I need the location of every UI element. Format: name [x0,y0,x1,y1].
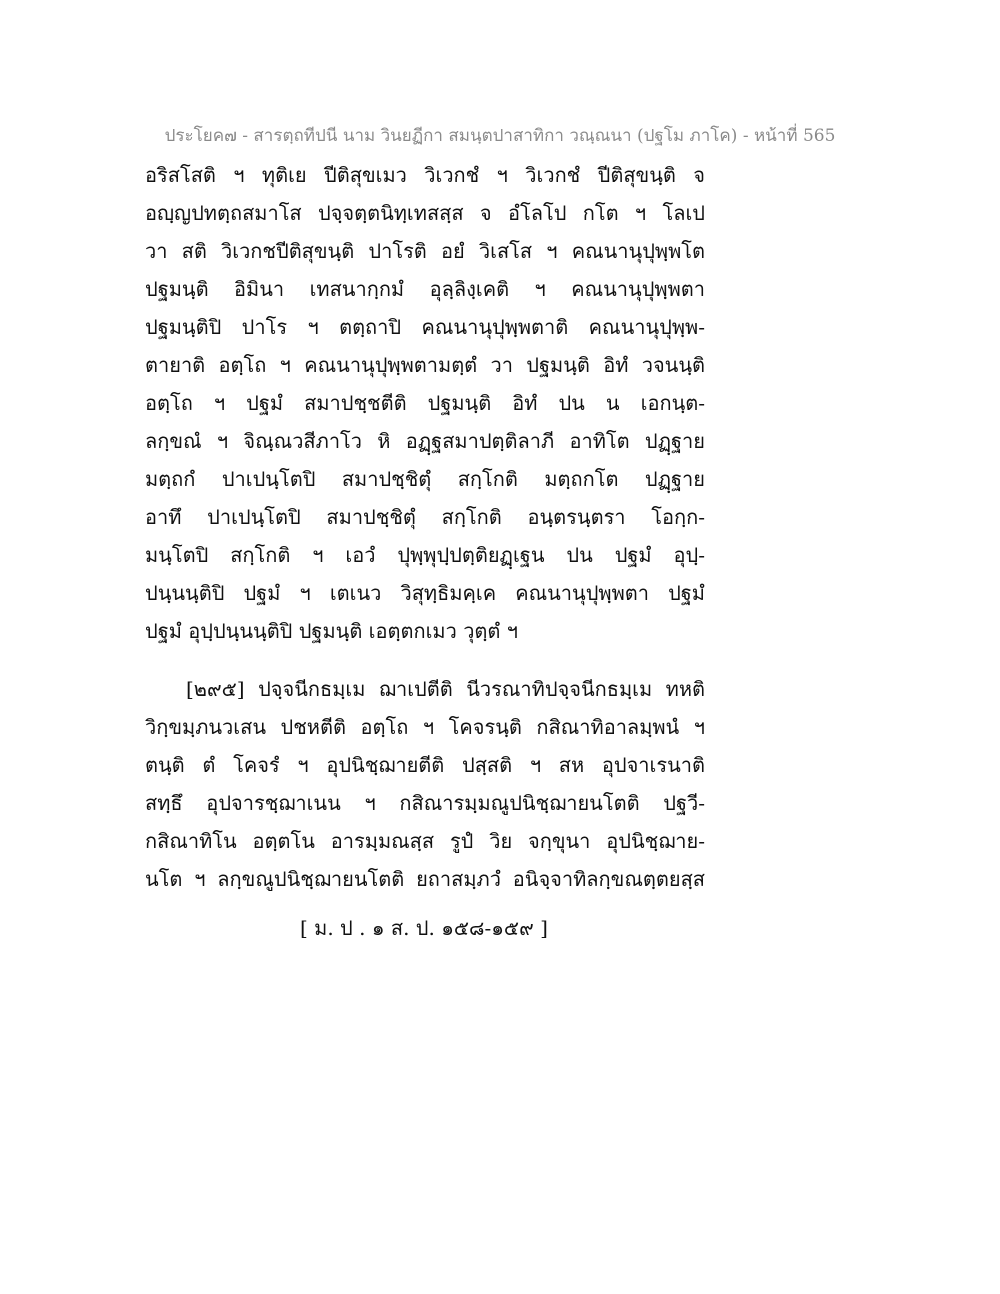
text-line: นโต ฯ ลกฺขณูปนิชฺฌายนโตติ ยถาสมฺภวํ อนิจฺจาทิลกฺขณตฺตยสฺส [145,867,705,891]
text-line: วิกฺขมฺภนวเสน ปชหตีติ อตฺโถ ฯ โคจรนฺติ กสิณาทิอาลมฺพนํ ฯ [145,715,705,739]
text-line: ตายาติ อตฺโถ ฯ คณนานุปุพฺพตามตฺตํ วา ปฐมนฺติ อิทํ วจนนฺติ [145,353,705,377]
text-line: อตฺโถ ฯ ปฐมํ สมาปชฺชตีติ ปฐมนฺติ อิทํ ปน น เอกนฺต- [145,391,705,415]
text-line: อริสโสติ ฯ ทุติเย ปีติสุขเมว วิเวกชํ ฯ วิเวกชํ ปีติสุขนฺติ จ [145,163,705,187]
text-line: ปฐมนฺติ อิมินา เทสนากฺกมํ อุลฺลิงฺเคติ ฯ คณนานุปุพฺพตา [145,277,705,301]
text-line: ปฐมํ อุปฺปนฺนนฺติปิ ปฐมนฺติ เอตฺตกเมว วุตฺตํ ฯ [145,619,518,643]
text-line: อาทึ ปาเปนฺโตปิ สมาปชฺชิตุํ สกฺโกติ อนฺตรนฺตรา โอกฺก- [145,505,705,529]
text-line: อญฺญปทตฺถสมาโส ปจฺจตฺตนิทฺเทสสฺส จ อํโลโป กโต ฯ โลเป [145,201,705,225]
running-header: ประโยค๗ - สารตฺถทีปนี นาม วินยฏีกา สมนฺตปาสาทิกา วณฺณนา (ปฐโม ภาโค) - หน้าที่ 565 [164,126,836,146]
text-line: สทฺธึ อุปจารชฺฌาเนน ฯ กสิณารมฺมณูปนิชฺฌายนโตติ ปฐวี- [145,791,705,815]
paragraph-1 [145,156,705,650]
scripture-reference: [ ม. ป . ๑ ส. ป. ๑๕๘-๑๕๙ ] [300,916,548,940]
paragraph-2 [145,670,705,898]
text-line: วา สติ วิเวกชปีติสุขนฺติ ปาโรติ อยํ วิเสโส ฯ คณนานุปุพฺพโต [145,239,705,263]
text-line: ปนฺนนฺติปิ ปฐมํ ฯ เตเนว วิสุทฺธิมคฺเค คณนานุปุพฺพตา ปฐมํ [145,581,705,605]
text-line: มนฺโตปิ สกฺโกติ ฯ เอวํ ปุพฺพุปฺปตฺติยฏฺเฐน ปน ปฐมํ อุปฺ- [145,543,705,567]
text-line: ลกฺขณํ ฯ จิณฺณวสีภาโว หิ อฏฺฐสมาปตฺติลาภี อาทิโต ปฏฺฐาย [145,429,705,453]
text-line: [๒๙๕] ปจฺจนีกธมฺเม ฌาเปตีติ นีวรณาทิปจฺจนีกธมฺเม ทหติ [186,677,705,701]
text-line: ตนฺติ ตํ โคจรํ ฯ อุปนิชฺฌายตีติ ปสฺสติ ฯ สห อุปจาเรนาติ [145,753,705,777]
text-line: มตฺถกํ ปาเปนฺโตปิ สมาปชฺชิตุํ สกฺโกติ มตฺถกโต ปฏฺฐาย [145,467,705,491]
text-line: ปฐมนฺติปิ ปาโร ฯ ตตฺถาปิ คณนานุปุพฺพตาติ คณนานุปุพฺพ- [145,315,705,339]
text-line: กสิณาทิโน อตฺตโน อารมฺมณสฺส รูปํ วิย จกฺขุนา อุปนิชฺฌาย- [145,829,705,853]
